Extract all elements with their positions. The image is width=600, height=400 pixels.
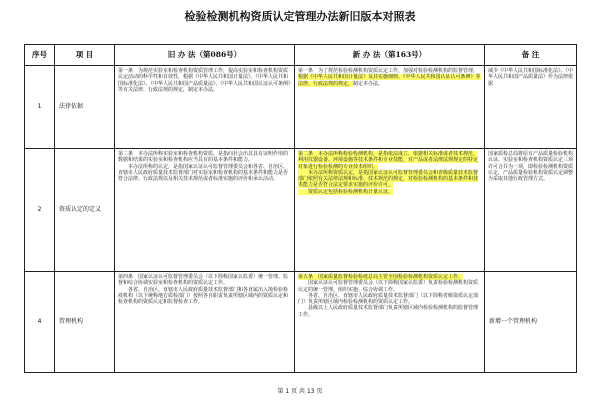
new-text-highlight: 根据《中华人民共和国计量法》及其实施细则、《中华人民共和国认证认可条例》等法律、行政法规的规定，: [298, 74, 481, 87]
table-row: [25, 149, 577, 272]
header-remark: 备 注: [485, 45, 577, 66]
row-old-text: 第二条 本办法所称实验室和检查机构资质，是指向社会出具具有证明作用的数据和结果的实验室和检查机构应当具有的基本条件和能力。 本办法所称的认定，是指国家认证认可监督管理委员会和各省、自治区、直辖市人民政府质量技术监督部门对实验室和检查机构的基本条件和能力是否符合法律、行政法规以及相关技术规范或者标准实施的评价和承认活动。: [115, 149, 295, 272]
new-text-highlight: 第五条 国家质量监督检验检疫总局主管全国检验检测机构资质认定工作。: [298, 274, 464, 280]
table-header-row: [25, 45, 577, 66]
row-no: 4: [25, 272, 55, 373]
row-remark: 国家质检总局将原有产品质量检验机构认证、实验室和检查机构资质认定三项许可合并为一项，即检验检测机构资质认定，产品质量检验机构资质认定调整为采取其他行政管理方式。: [485, 149, 577, 272]
page-title: 检验检测机构资质认定管理办法新旧版本对照表: [184, 10, 416, 23]
new-text-part: 国家认证认可监督管理委员会（以下简称国家认监委）负责检验检测机构资质认定的统一管理、组织实施、综合协调工作。 各省、自治区、直辖市人民政府质量技术监督部门（以下简称省级资质认定部门）负责所辖区域内检验检测机构的资质认定工作。 县级以上人民政府质量技术监督部门负责所辖区域内检验检测机构的监督管理工作。: [298, 280, 479, 318]
comparison-table: [24, 44, 577, 373]
row-new-text: [295, 272, 485, 373]
new-text-highlight: 本办法所称资质认定，是指国家认证认可监督管理委员会和省级质量技术监督部门依照有关法律法规和标准、技术规范的规定，对检验检测机构的基本条件和技术能力是否符合法定要求实施的评价许可。: [298, 169, 479, 189]
row-remark: 新增一个管理机构: [485, 272, 577, 373]
row-new-text: [295, 149, 485, 272]
table-row: [25, 66, 577, 149]
new-text-part: 制定本办法。: [353, 80, 384, 87]
row-remark: 减少《中华人民共和国标准化法》、《中华人民共和国产品质量法》作为法律依据: [485, 66, 577, 149]
row-old-text: 第一条 为规范实验室和检查机构资质管理工作，提高实验室和检查机构资质认定活动的科学性和有效性，根据《中华人民共和国计量法》、《中华人民共和国标准化法》、《中华人民共和国产品质量法》、《中华人民共和国认证认可条例》等有关法律、行政法规的规定，制定本办法。: [115, 66, 295, 149]
page-footer: 第 1 页 共 13 页: [277, 388, 323, 395]
row-no: 1: [25, 66, 55, 149]
row-item: 管理机构: [55, 272, 115, 373]
row-new-text: [295, 66, 485, 149]
table-row: [25, 272, 577, 373]
new-text-part: 第一条 为了规范检验检测机构资质认定工作，加强对检验检测机构的监督管理，: [298, 68, 479, 74]
row-item: 资质认定的定义: [55, 149, 115, 272]
row-item: 法律依据: [55, 66, 115, 149]
new-text-highlight: 第二条 本办法所称检验检测机构，是指依法成立，依据相关标准或者技术规范，利用仪器设备、环境设施等技术条件和专业技能，对产品或者法律法规规定的特定对象进行检验检测的专业技术组织。: [298, 151, 479, 170]
new-text-highlight: 资质认定包括检验检测机构计量认证。: [298, 188, 394, 195]
header-no: 序号: [25, 45, 55, 66]
row-no: 2: [25, 149, 55, 272]
header-item: 项 目: [55, 45, 115, 66]
header-old: 旧 办 法（第086号）: [115, 45, 295, 66]
row-old-text: 第四条 国家认证认可监督管理委员会（以下简称国家认监委）统一管理、监督和综合协调实验室和检查机构的资质认定工作。 各省、自治区、直辖市人民政府质量技术监督部门和各直属出入境检验检疫机构（以下统称地方质检部门）按照各自职责负责所辖区域内的资质认定和检查机构的资质认定和监督检查工作。: [115, 272, 295, 373]
header-new: 新 办 法（第163号）: [295, 45, 485, 66]
